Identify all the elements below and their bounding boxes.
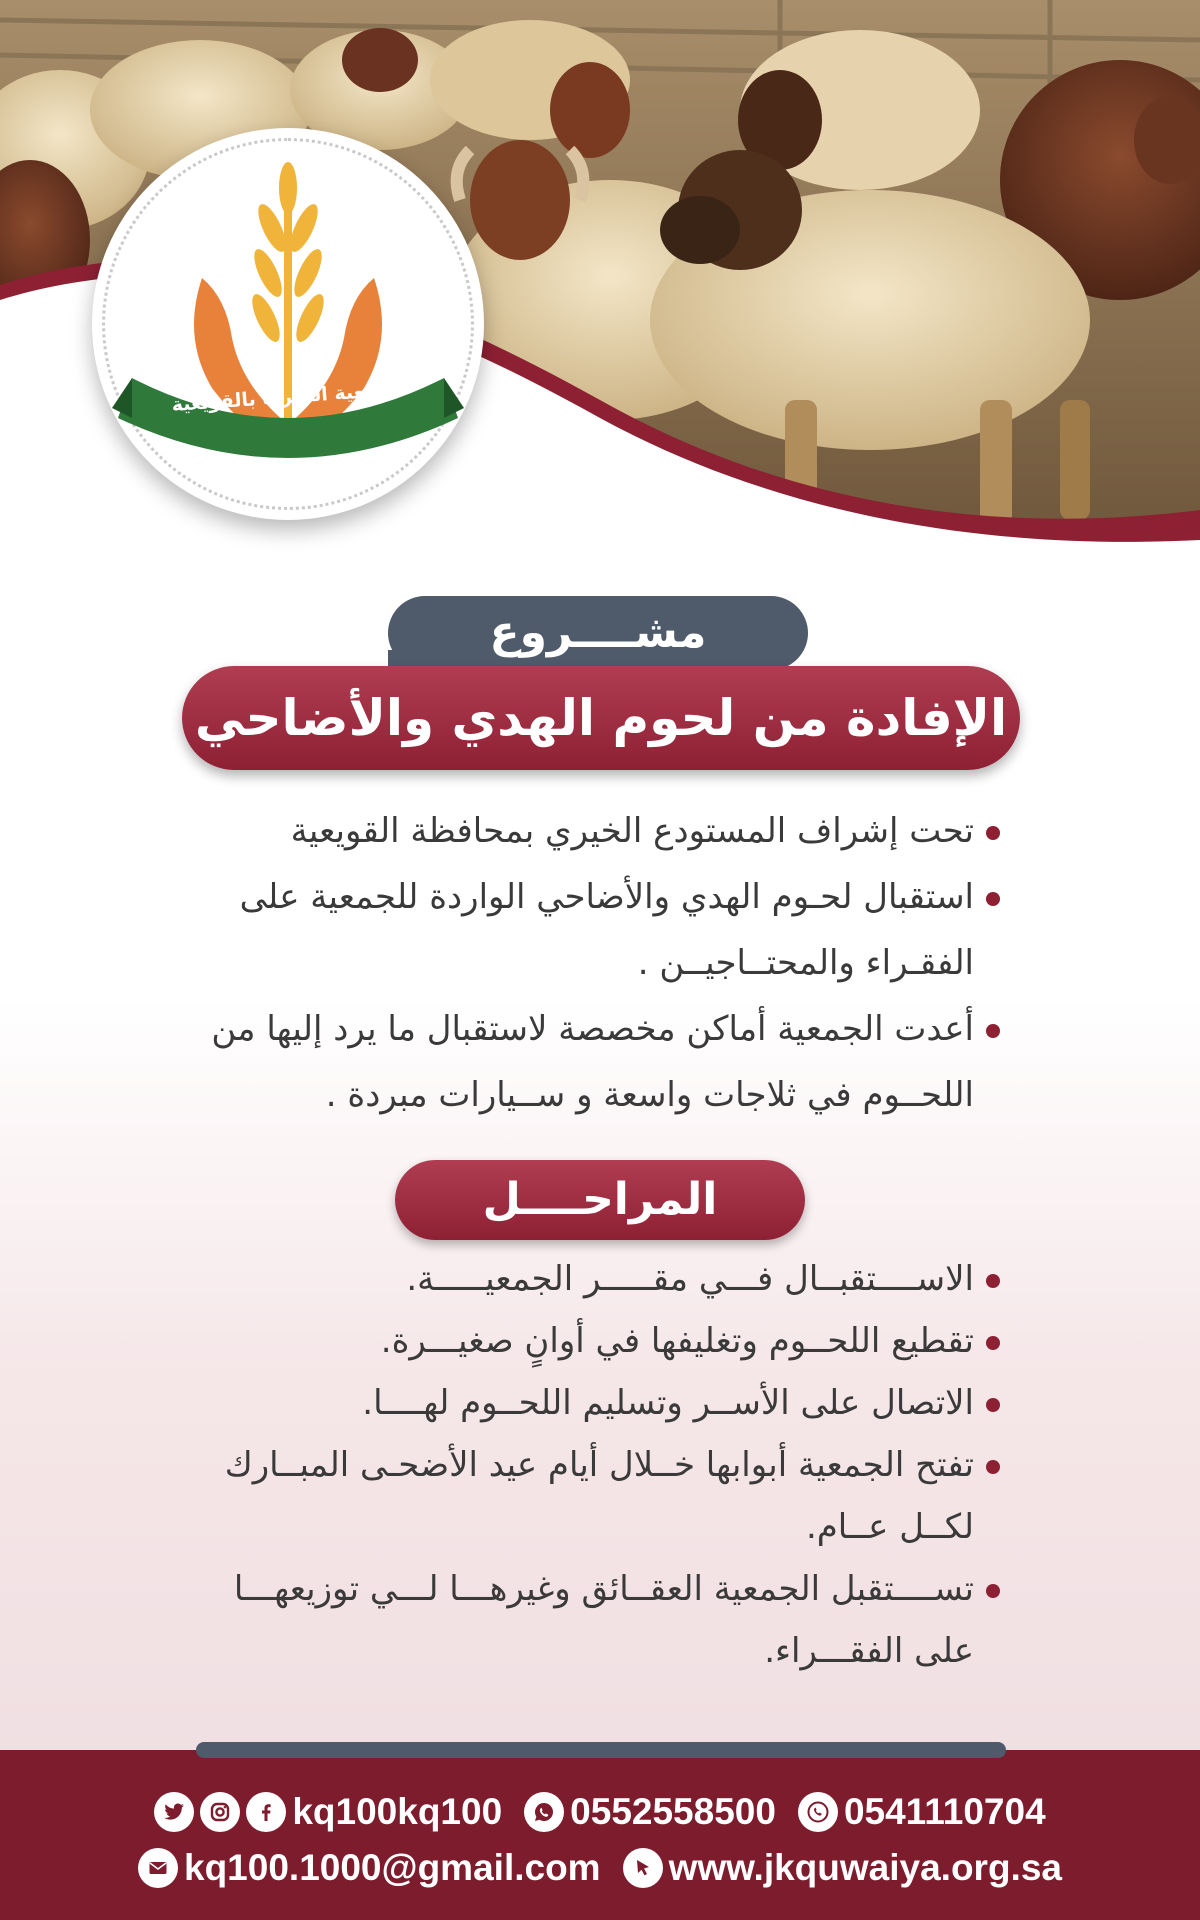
whatsapp-group	[524, 1791, 776, 1833]
list-item: أعدت الجمعية أماكن مخصصة لاستقبال ما يرد إليها من اللحــوم في ثلاجات واسعة و ســيارات مبردة .	[180, 996, 1000, 1128]
list-item: تحت إشراف المستودع الخيري بمحافظة القويعية	[180, 798, 1000, 864]
phone-number[interactable]: 0541110704	[843, 1791, 1046, 1832]
whatsapp-icon[interactable]	[524, 1792, 564, 1832]
list-item: تفتح الجمعية أبوابها خــلال أيام عيد الأضحـى المبــارك لكــل عــام.	[180, 1434, 1000, 1558]
contact-row-1	[0, 1784, 1200, 1840]
bullet-icon	[986, 1024, 1000, 1038]
instagram-icon[interactable]	[200, 1792, 240, 1832]
social-handle[interactable]: kq100kq100	[292, 1791, 503, 1832]
bullet-icon	[986, 1460, 1000, 1474]
bullet-icon	[986, 892, 1000, 906]
email-address[interactable]: kq100.1000@gmail.com	[184, 1847, 601, 1888]
intro-list	[180, 798, 1000, 1128]
social-group	[154, 1791, 502, 1833]
logo-ribbon-text: الجمعية الخيرية بالقويعية	[171, 377, 405, 417]
bullet-icon	[986, 1274, 1000, 1288]
facebook-icon[interactable]	[246, 1792, 286, 1832]
project-title: الإفادة من لحوم الهدي والأضاحي	[182, 666, 1020, 770]
list-item: تســــتقبل الجمعية العقــائق وغيرهـــا لـــي توزيعهـــا على الفقـــراء.	[180, 1558, 1000, 1682]
contact-row-2	[0, 1840, 1200, 1896]
website-url[interactable]: www.jkquwaiya.org.sa	[668, 1847, 1062, 1888]
email-icon[interactable]	[138, 1848, 178, 1888]
stages-list	[180, 1248, 1000, 1682]
bullet-icon	[986, 1398, 1000, 1412]
list-item: الاســــتقبــال فـــي مقـــــر الجمعيـــــة.	[180, 1248, 1000, 1310]
footer-divider	[196, 1742, 1006, 1758]
stages-title: المراحــــل	[395, 1160, 805, 1240]
phone-icon[interactable]	[798, 1792, 838, 1832]
hands-wheat-icon	[92, 128, 484, 520]
phone-group	[798, 1791, 1046, 1833]
list-item: استقبال لحـوم الهدي والأضاحي الواردة للجمعية على الفقـراء والمحتــاجيــن .	[180, 864, 1000, 996]
bullet-icon	[986, 1584, 1000, 1598]
whatsapp-number[interactable]: 0552558500	[570, 1791, 776, 1832]
bullet-icon	[986, 826, 1000, 840]
project-label: مشــــروع	[388, 596, 808, 670]
cursor-icon[interactable]	[623, 1848, 663, 1888]
bullet-icon	[986, 1336, 1000, 1350]
organization-logo	[92, 128, 484, 520]
email-group	[138, 1847, 601, 1889]
list-item: تقطيع اللحــوم وتغليفها في أوانٍ صغيـــرة.	[180, 1310, 1000, 1372]
website-group	[623, 1847, 1062, 1889]
twitter-icon[interactable]	[154, 1792, 194, 1832]
list-item: الاتصال على الأســر وتسليم اللحــوم لهــــا.	[180, 1372, 1000, 1434]
